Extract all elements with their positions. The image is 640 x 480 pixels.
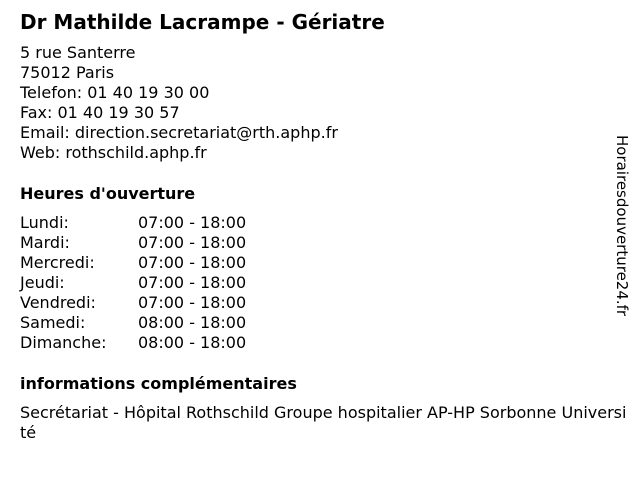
hours-row xyxy=(20,333,246,353)
fax-number: Fax: 01 40 19 30 57 xyxy=(20,103,180,122)
info-heading: informations complémentaires xyxy=(20,374,297,393)
hours-row xyxy=(20,293,246,313)
street-address: 5 rue Santerre xyxy=(20,43,136,62)
hours-day: Dimanche: xyxy=(20,333,107,352)
hours-time: 07:00 - 18:00 xyxy=(138,253,247,272)
hours-row xyxy=(20,213,246,233)
hours-time: 07:00 - 18:00 xyxy=(138,213,247,232)
hours-day: Samedi: xyxy=(20,313,86,332)
hours-day: Lundi: xyxy=(20,213,69,232)
hours-day: Mercredi: xyxy=(20,253,95,272)
hours-row xyxy=(20,313,246,333)
hours-table xyxy=(20,213,246,353)
hours-time: 08:00 - 18:00 xyxy=(138,313,247,332)
hours-time: 07:00 - 18:00 xyxy=(138,273,247,292)
hours-time: 08:00 - 18:00 xyxy=(138,333,247,352)
hours-row xyxy=(20,233,246,253)
hours-heading: Heures d'ouverture xyxy=(20,184,196,203)
hours-time: 07:00 - 18:00 xyxy=(138,233,247,252)
hours-day: Jeudi: xyxy=(20,273,65,292)
hours-time: 07:00 - 18:00 xyxy=(138,293,247,312)
info-text: Secrétariat - Hôpital Rothschild Groupe hospitalier AP-HP Sorbonne Université xyxy=(20,403,627,442)
hours-day: Vendredi: xyxy=(20,293,96,312)
phone-number: Telefon: 01 40 19 30 00 xyxy=(20,83,210,102)
hours-row xyxy=(20,273,246,293)
city-address: 75012 Paris xyxy=(20,63,115,82)
brand-watermark: Horairesdouverture24.fr xyxy=(613,135,631,317)
page-title: Dr Mathilde Lacrampe - Gériatre xyxy=(20,10,385,34)
hours-row xyxy=(20,253,246,273)
address-block xyxy=(20,43,338,163)
website: Web: rothschild.aphp.fr xyxy=(20,143,207,162)
hours-day: Mardi: xyxy=(20,233,70,252)
email-address: Email: direction.secretariat@rth.aphp.fr xyxy=(20,123,338,142)
